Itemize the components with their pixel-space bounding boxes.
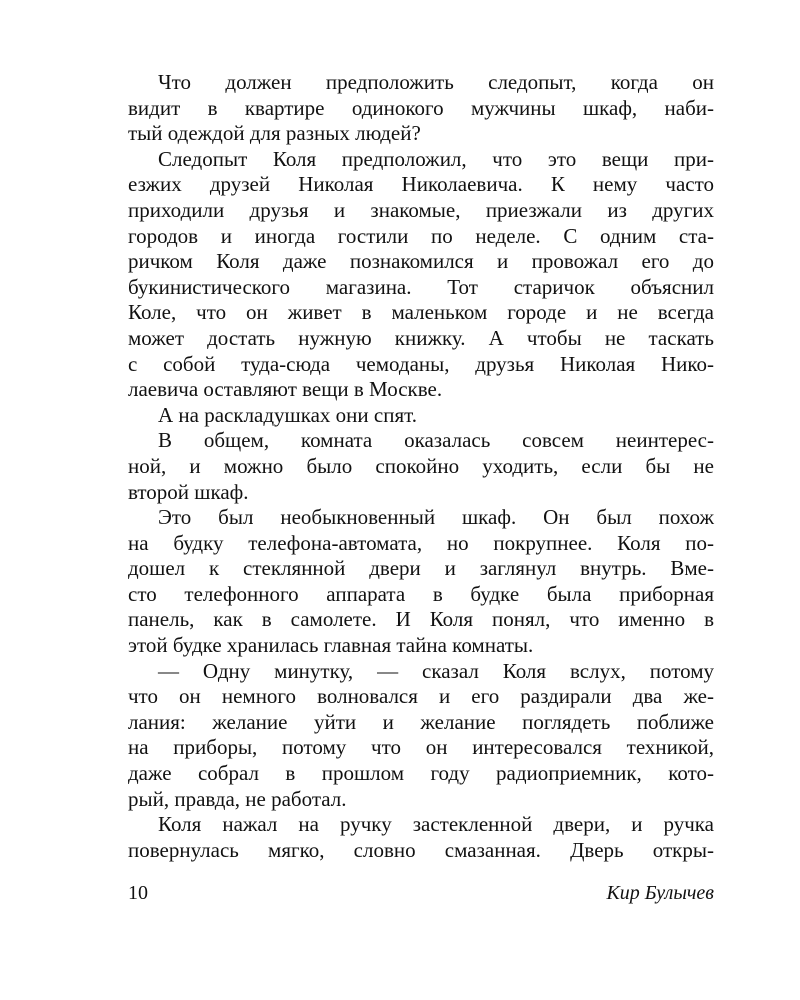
text-line: даже собрал в прошлом году радиоприемник, кото- — [128, 761, 714, 786]
page-number: 10 — [128, 882, 148, 904]
text-line: лания: желание уйти и желание поглядеть поближе — [128, 709, 714, 734]
text-line: сто телефонного аппарата в будке была приборная — [128, 581, 714, 606]
running-head-author: Кир Булычев — [606, 882, 714, 904]
text-line: панель, как в самолете. И Коля понял, что именно в — [128, 607, 714, 632]
text-line: с собой туда-сюда чемоданы, друзья Николая Нико- — [128, 351, 714, 376]
text-line: дошел к стеклянной двери и заглянул внутрь. Вме- — [128, 556, 714, 581]
text-line: Коля нажал на ручку застекленной двери, и ручка — [158, 812, 714, 837]
text-line: повернулась мягко, словно смазанная. Дверь откры- — [128, 837, 714, 862]
text-line: А на раскладушках они спят. — [158, 402, 417, 427]
text-line: Это был необыкновенный шкаф. Он был похож — [158, 505, 714, 530]
text-line: ричком Коля даже познакомился и провожал его до — [128, 249, 714, 274]
text-line: этой будке хранилась главная тайна комнаты. — [128, 633, 534, 658]
text-line: — Одну минутку, — сказал Коля вслух, потому — [158, 658, 714, 683]
text-line: Следопыт Коля предположил, что это вещи при- — [158, 146, 714, 171]
text-line: Что должен предположить следопыт, когда он — [158, 70, 714, 94]
text-line: букинистического магазина. Тот старичок объяснил — [128, 274, 714, 299]
page-footer — [128, 880, 714, 906]
text-line: тый одеждой для разных людей? — [128, 121, 421, 146]
text-line: второй шкаф. — [128, 479, 249, 504]
text-line: городов и иногда гостили по неделе. С одним ста- — [128, 223, 714, 248]
page-body — [128, 70, 714, 863]
text-line: может достать нужную книжку. А чтобы не таскать — [128, 325, 714, 350]
text-line: на будку телефона-автомата, но покрупнее. Коля по- — [128, 530, 714, 555]
text-line: рый, правда, не работал. — [128, 786, 347, 811]
text-line: езжих друзей Николая Николаевича. К нему часто — [128, 172, 714, 197]
text-line: на приборы, потому что он интересовался техникой, — [128, 735, 714, 760]
text-line: что он немного волновался и его раздирали два же- — [128, 684, 714, 709]
text-line: В общем, комната оказалась совсем неинтерес- — [158, 428, 714, 453]
text-line: лаевича оставляют вещи в Москве. — [128, 377, 443, 402]
text-line: ной, и можно было спокойно уходить, если бы не — [128, 453, 714, 478]
text-line: видит в квартире одинокого мужчины шкаф, наби- — [128, 95, 714, 120]
text-line: приходили друзья и знакомые, приезжали из других — [128, 197, 714, 222]
text-line: Коле, что он живет в маленьком городе и не всегда — [128, 300, 714, 325]
